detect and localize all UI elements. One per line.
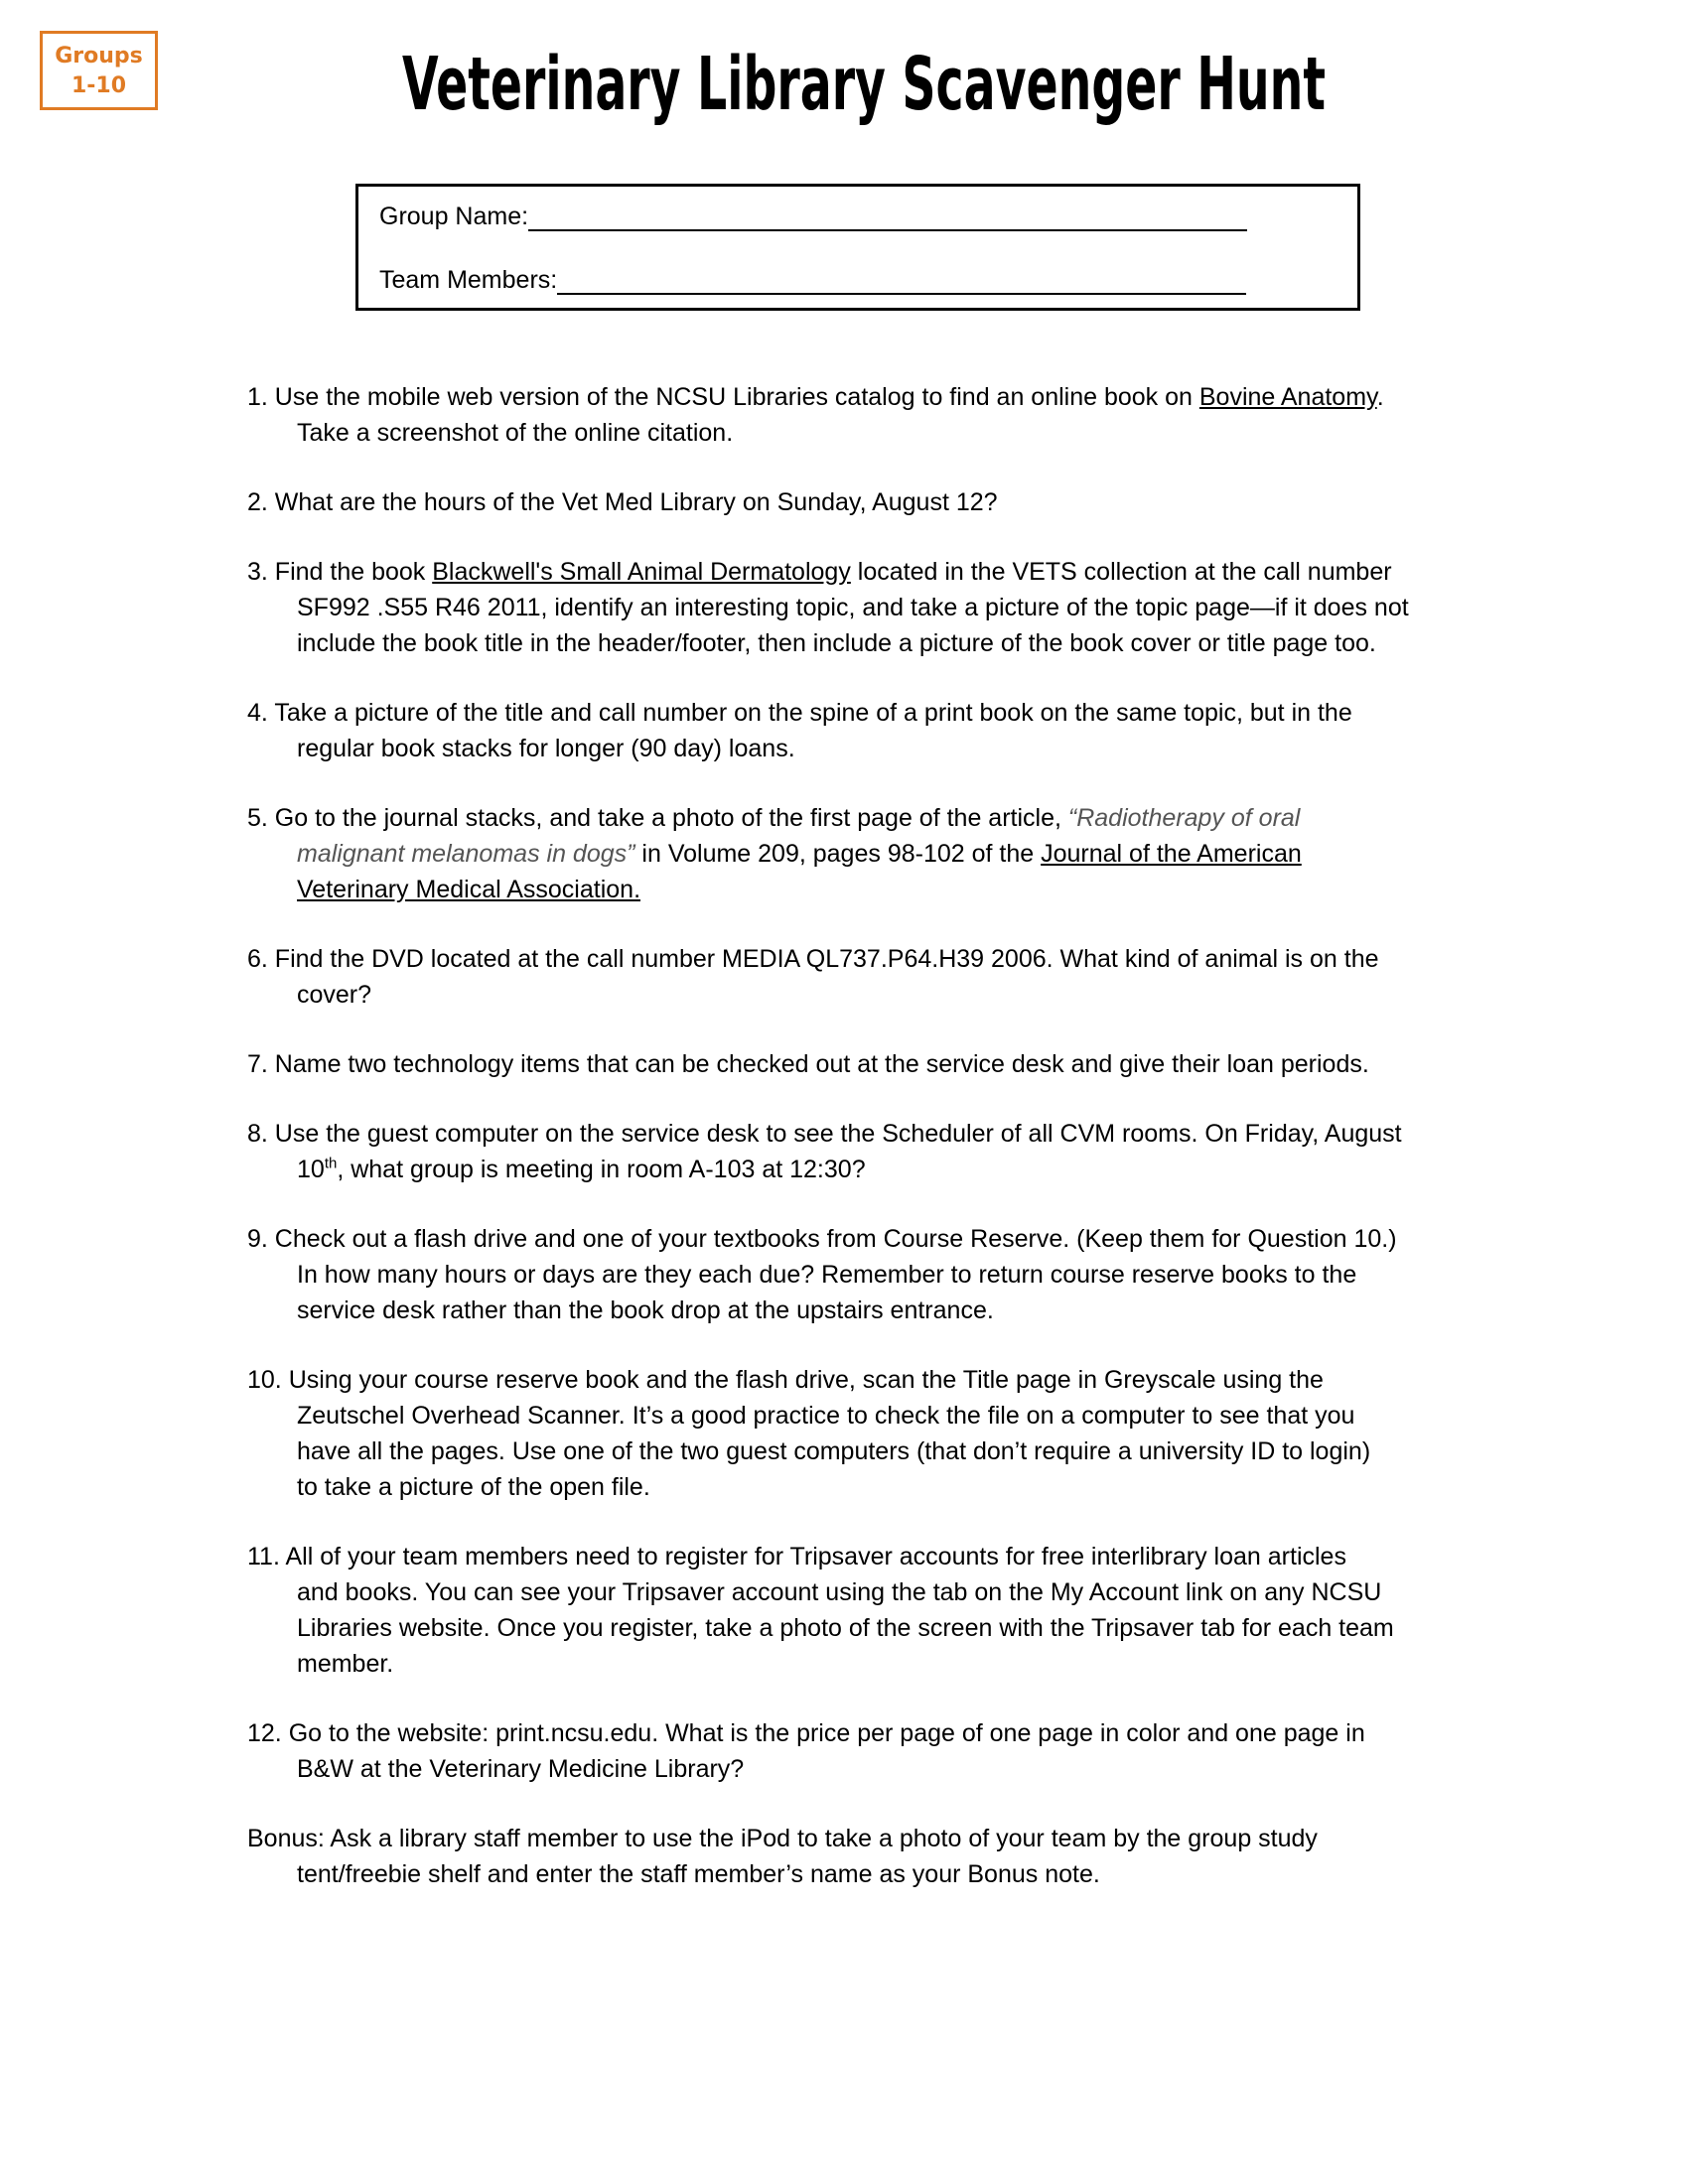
badge-line-1: Groups: [55, 44, 143, 68]
question-2: 2. What are the hours of the Vet Med Library on Sunday, August 12?: [247, 488, 998, 516]
page-title: [392, 28, 1336, 147]
question-4: 4. Take a picture of the title and call number on the spine of a print book on the same topic, but in the regular book stacks for longer (90 day) loans.: [247, 699, 1352, 762]
group-name-label: Group Name:: [379, 203, 529, 230]
group-name-line[interactable]: [528, 204, 1247, 231]
question-8: 8. Use the guest computer on the service desk to see the Scheduler of all CVM rooms. On Friday, August 10th, what group is meeting in room A-103 at 12:30?: [247, 1120, 1402, 1183]
question-12: 12. Go to the website: print.ncsu.edu. What is the price per page of one page in color and one page in B&W at the Veterinary Medicine Library?: [247, 1719, 1365, 1783]
groups-badge: [40, 31, 158, 110]
question-7: 7. Name two technology items that can be checked out at the service desk and give their loan periods.: [247, 1050, 1369, 1078]
team-info-box: [355, 184, 1360, 311]
group-name-field[interactable]: [379, 203, 1247, 231]
question-1: 1. Use the mobile web version of the NCSU Libraries catalog to find an online book on Bovine Anatomy. Take a screenshot of the online citation.: [247, 383, 1384, 447]
question-11: 11. All of your team members need to register for Tripsaver accounts for free interlibrary loan articles and books. You can see your Tripsaver account using the tab on the My Account link on any NCSU Libraries website. Once you register, take a photo of the screen with the Tripsaver tab for each team member.: [247, 1543, 1394, 1678]
bovine-anatomy-title: Bovine Anatomy: [1198, 383, 1377, 411]
question-10: 10. Using your course reserve book and the flash drive, scan the Title page in Greyscale using the Zeutschel Overhead Scanner. It’s a good practice to check the file on a computer to see that you have all the pages. Use one of the two guest computers (that don’t require a university ID to login) to take a picture of the open file.: [247, 1366, 1371, 1501]
question-6: 6. Find the DVD located at the call number MEDIA QL737.P64.H39 2006. What kind of animal is on the cover?: [247, 945, 1379, 1009]
question-3: 3. Find the book Blackwell's Small Animal Dermatology located in the VETS collection at the call number SF992 .S55 R46 2011, identify an interesting topic, and take a picture of the topic page—if it does not include the book title in the header/footer, then include a picture of the book cover or title page too.: [247, 558, 1409, 657]
team-members-field[interactable]: [379, 266, 1246, 295]
team-members-line[interactable]: [557, 267, 1246, 295]
journal-title: Journal of the American: [1041, 840, 1302, 868]
bonus-question: Bonus: Ask a library staff member to use the iPod to take a photo of your team by the group study tent/freebie shelf and enter the staff member’s name as your Bonus note.: [247, 1825, 1318, 1888]
question-9: 9. Check out a flash drive and one of your textbooks from Course Reserve. (Keep them for Question 10.) In how many hours or days are they each due? Remember to return course reserve books to the service desk rather than the book drop at the upstairs entrance.: [247, 1225, 1397, 1324]
team-members-label: Team Members:: [379, 266, 558, 294]
question-list: [247, 379, 1498, 1892]
dermatology-book-title: Blackwell's Small Animal Dermatology: [432, 558, 851, 586]
question-5: 5. Go to the journal stacks, and take a photo of the first page of the article, “Radiotherapy of oral malignant melanomas in dogs” in Volume 209, pages 98-102 of the Journal of the American Veterinary Medical Association.: [247, 804, 1302, 903]
article-title: “Radiotherapy of oral: [1067, 804, 1301, 832]
badge-line-2: 1-10: [70, 73, 127, 98]
page-title-text: Veterinary Library Scavenger Hunt: [402, 42, 1326, 127]
